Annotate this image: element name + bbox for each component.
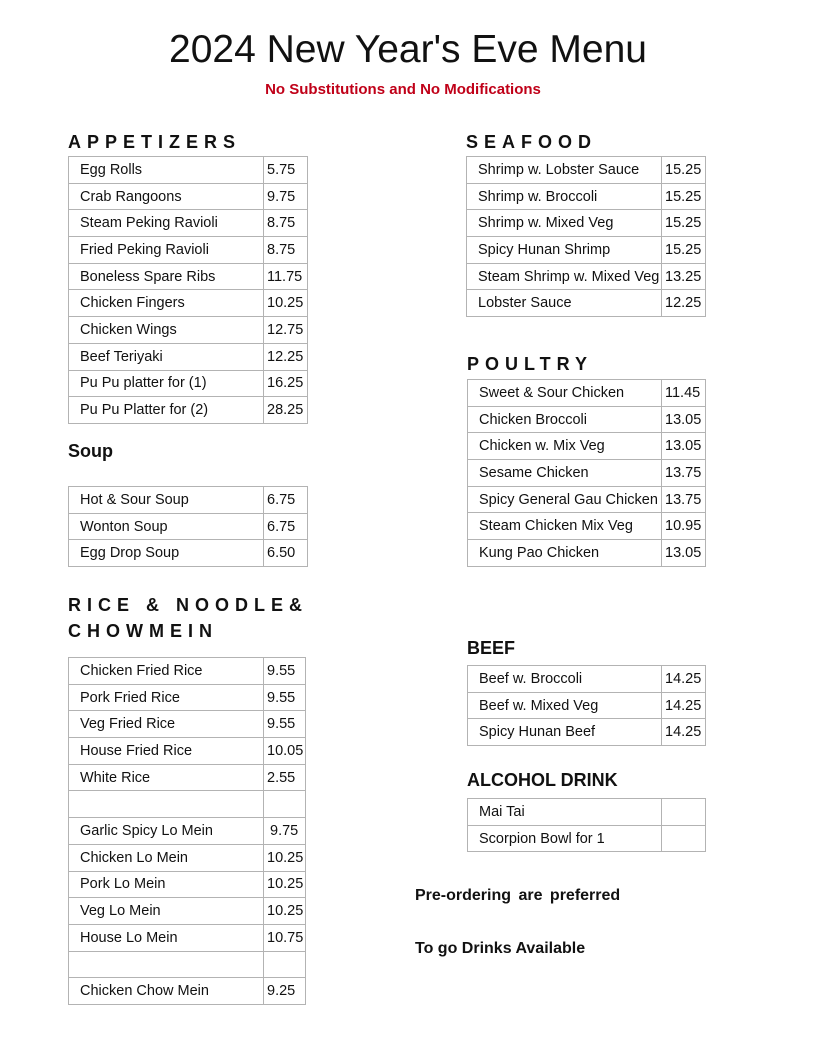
item-price: 13.75 bbox=[662, 486, 706, 513]
menu-row bbox=[69, 738, 306, 765]
seafood-heading: SEAFOOD bbox=[466, 132, 598, 152]
menu-row bbox=[468, 666, 706, 693]
menu-row bbox=[468, 486, 706, 513]
item-name: Kung Pao Chicken bbox=[468, 540, 662, 567]
item-name: Shrimp w. Broccoli bbox=[467, 183, 662, 210]
item-name: Steam Shrimp w. Mixed Veg bbox=[467, 263, 662, 290]
item-name: Mai Tai bbox=[468, 799, 662, 826]
alcohol-heading: ALCOHOL DRINK bbox=[467, 770, 618, 790]
menu-row bbox=[69, 487, 308, 514]
item-name: Sweet & Sour Chicken bbox=[468, 380, 662, 407]
item-price: 2.55 bbox=[264, 764, 306, 791]
menu-row bbox=[69, 684, 306, 711]
item-name: House Lo Mein bbox=[69, 924, 264, 951]
beef-heading: BEEF bbox=[467, 638, 516, 658]
beef-table bbox=[467, 665, 706, 746]
item-name: Pu Pu Platter for (2) bbox=[69, 397, 264, 424]
item-name: Boneless Spare Ribs bbox=[69, 263, 264, 290]
item-price: 9.55 bbox=[264, 658, 306, 685]
item-price bbox=[264, 951, 306, 978]
item-price: 16.25 bbox=[264, 370, 308, 397]
item-price: 11.45 bbox=[662, 380, 706, 407]
item-price: 9.25 bbox=[264, 978, 306, 1005]
menu-row bbox=[69, 343, 308, 370]
item-name: Pork Fried Rice bbox=[69, 684, 264, 711]
menu-row bbox=[69, 791, 306, 818]
menu-row bbox=[468, 719, 706, 746]
menu-row bbox=[467, 263, 706, 290]
alcohol-table bbox=[467, 798, 706, 852]
menu-row bbox=[69, 818, 306, 845]
menu-row bbox=[468, 460, 706, 487]
item-price: 13.25 bbox=[662, 263, 706, 290]
appetizers-table bbox=[68, 156, 308, 424]
menu-row bbox=[468, 406, 706, 433]
menu-row bbox=[69, 540, 308, 567]
item-price: 10.25 bbox=[264, 898, 306, 925]
item-name: House Fried Rice bbox=[69, 738, 264, 765]
drinks-note: To go Drinks Available bbox=[415, 940, 586, 957]
item-name: Shrimp w. Lobster Sauce bbox=[467, 157, 662, 184]
item-name: Beef Teriyaki bbox=[69, 343, 264, 370]
item-name: Hot & Sour Soup bbox=[69, 487, 264, 514]
menu-row bbox=[467, 157, 706, 184]
item-price: 12.75 bbox=[264, 317, 308, 344]
item-name: Fried Peking Ravioli bbox=[69, 237, 264, 264]
menu-row bbox=[69, 844, 306, 871]
appetizers-heading: APPETIZERS bbox=[68, 132, 242, 152]
menu-row bbox=[69, 711, 306, 738]
item-price: 11.75 bbox=[264, 263, 308, 290]
item-price: 5.75 bbox=[264, 157, 308, 184]
item-name: Garlic Spicy Lo Mein bbox=[69, 818, 264, 845]
item-price: 13.05 bbox=[662, 406, 706, 433]
item-price: 10.25 bbox=[264, 871, 306, 898]
soup-heading: Soup bbox=[68, 441, 113, 461]
item-name: Steam Peking Ravioli bbox=[69, 210, 264, 237]
item-name: Veg Fried Rice bbox=[69, 711, 264, 738]
menu-row bbox=[69, 263, 308, 290]
item-price bbox=[662, 825, 706, 852]
menu-row bbox=[467, 237, 706, 264]
item-price: 8.75 bbox=[264, 210, 308, 237]
menu-row bbox=[467, 290, 706, 317]
menu-row bbox=[69, 764, 306, 791]
menu-row bbox=[468, 692, 706, 719]
menu-row bbox=[69, 183, 308, 210]
item-price: 14.25 bbox=[662, 719, 706, 746]
item-price: 9.55 bbox=[264, 711, 306, 738]
menu-row bbox=[468, 799, 706, 826]
menu-row bbox=[467, 183, 706, 210]
item-price: 9.75 bbox=[264, 818, 306, 845]
item-name: Chicken Wings bbox=[69, 317, 264, 344]
item-price: 9.75 bbox=[264, 183, 308, 210]
item-name: Beef w. Mixed Veg bbox=[468, 692, 662, 719]
menu-row bbox=[69, 513, 308, 540]
menu-row bbox=[468, 540, 706, 567]
item-price: 15.25 bbox=[662, 157, 706, 184]
menu-row bbox=[468, 380, 706, 407]
item-name bbox=[69, 791, 264, 818]
soup-table bbox=[68, 486, 308, 567]
item-name: Chicken Lo Mein bbox=[69, 844, 264, 871]
menu-row bbox=[69, 290, 308, 317]
item-name: Steam Chicken Mix Veg bbox=[468, 513, 662, 540]
item-price: 6.50 bbox=[264, 540, 308, 567]
menu-row bbox=[69, 317, 308, 344]
item-price: 10.25 bbox=[264, 290, 308, 317]
item-price: 14.25 bbox=[662, 666, 706, 693]
item-name: Chicken w. Mix Veg bbox=[468, 433, 662, 460]
rice-noodle-heading: RICE & NOODLE& CHOWMEIN bbox=[68, 595, 309, 641]
item-name: Scorpion Bowl for 1 bbox=[468, 825, 662, 852]
menu-row bbox=[468, 513, 706, 540]
item-name: Pork Lo Mein bbox=[69, 871, 264, 898]
menu-row bbox=[69, 370, 308, 397]
menu-row bbox=[69, 978, 306, 1005]
item-name: Egg Rolls bbox=[69, 157, 264, 184]
menu-row bbox=[69, 157, 308, 184]
item-price: 13.75 bbox=[662, 460, 706, 487]
item-price: 28.25 bbox=[264, 397, 308, 424]
item-name: Spicy Hunan Beef bbox=[468, 719, 662, 746]
seafood-table bbox=[466, 156, 706, 317]
rice-noodle-table bbox=[68, 657, 306, 1005]
menu-row bbox=[467, 210, 706, 237]
item-price: 14.25 bbox=[662, 692, 706, 719]
menu-row bbox=[69, 924, 306, 951]
menu-row bbox=[69, 397, 308, 424]
item-name: Beef w. Broccoli bbox=[468, 666, 662, 693]
item-price: 15.25 bbox=[662, 237, 706, 264]
menu-row bbox=[69, 237, 308, 264]
item-price bbox=[264, 791, 306, 818]
item-name: Sesame Chicken bbox=[468, 460, 662, 487]
item-name: White Rice bbox=[69, 764, 264, 791]
preorder-note: Pre-ordering are preferred bbox=[415, 887, 621, 904]
item-name: Egg Drop Soup bbox=[69, 540, 264, 567]
menu-row bbox=[69, 951, 306, 978]
menu-subtitle: No Substitutions and No Modifications bbox=[265, 81, 541, 98]
item-price: 12.25 bbox=[264, 343, 308, 370]
item-name: Chicken Chow Mein bbox=[69, 978, 264, 1005]
item-name: Wonton Soup bbox=[69, 513, 264, 540]
menu-row bbox=[69, 658, 306, 685]
item-name: Veg Lo Mein bbox=[69, 898, 264, 925]
item-price: 8.75 bbox=[264, 237, 308, 264]
item-name: Pu Pu platter for (1) bbox=[69, 370, 264, 397]
item-name: Lobster Sauce bbox=[467, 290, 662, 317]
menu-row bbox=[69, 210, 308, 237]
item-name bbox=[69, 951, 264, 978]
item-name: Chicken Fried Rice bbox=[69, 658, 264, 685]
item-price: 10.95 bbox=[662, 513, 706, 540]
item-price: 15.25 bbox=[662, 183, 706, 210]
item-price bbox=[662, 799, 706, 826]
item-name: Spicy Hunan Shrimp bbox=[467, 237, 662, 264]
item-name: Chicken Broccoli bbox=[468, 406, 662, 433]
item-name: Chicken Fingers bbox=[69, 290, 264, 317]
menu-title: 2024 New Year's Eve Menu bbox=[169, 28, 647, 71]
menu-row bbox=[468, 433, 706, 460]
menu-row bbox=[69, 898, 306, 925]
item-price: 6.75 bbox=[264, 513, 308, 540]
item-price: 10.25 bbox=[264, 844, 306, 871]
poultry-heading: POULTRY bbox=[467, 354, 593, 374]
menu-row bbox=[468, 825, 706, 852]
item-price: 15.25 bbox=[662, 210, 706, 237]
menu-row bbox=[69, 871, 306, 898]
item-price: 10.75 bbox=[264, 924, 306, 951]
poultry-table bbox=[467, 379, 706, 567]
item-name: Crab Rangoons bbox=[69, 183, 264, 210]
item-price: 10.05 bbox=[264, 738, 306, 765]
item-price: 9.55 bbox=[264, 684, 306, 711]
item-name: Shrimp w. Mixed Veg bbox=[467, 210, 662, 237]
item-price: 13.05 bbox=[662, 540, 706, 567]
item-name: Spicy General Gau Chicken bbox=[468, 486, 662, 513]
item-price: 6.75 bbox=[264, 487, 308, 514]
item-price: 13.05 bbox=[662, 433, 706, 460]
item-price: 12.25 bbox=[662, 290, 706, 317]
